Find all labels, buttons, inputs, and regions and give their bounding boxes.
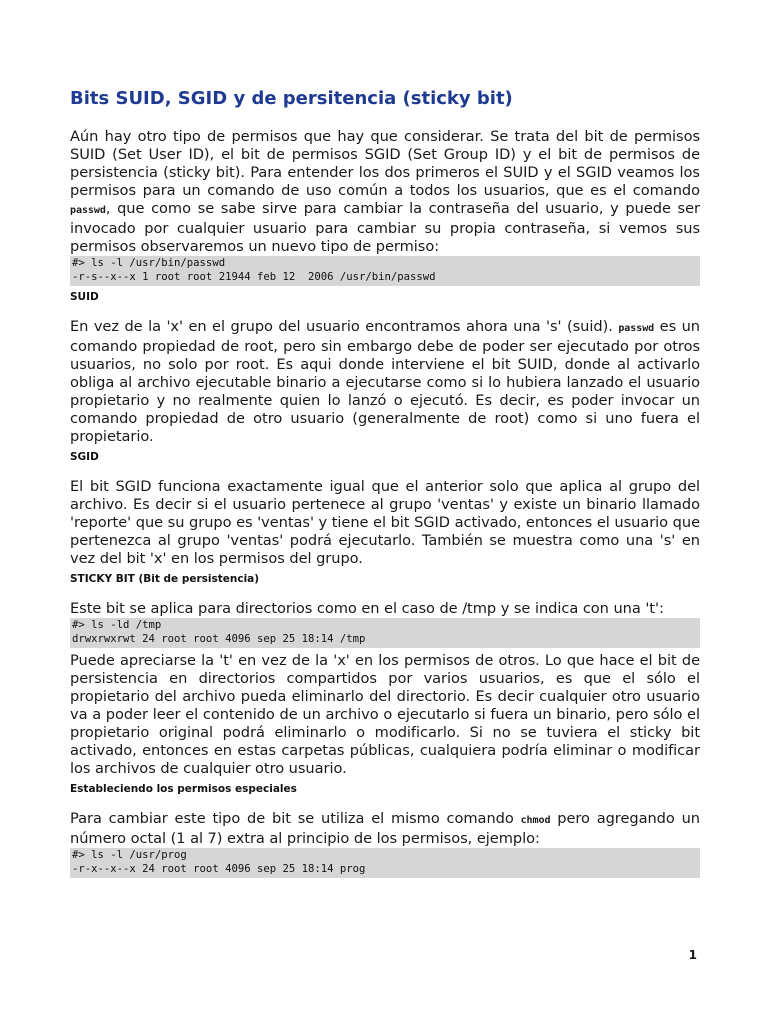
inline-command-passwd: passwd <box>70 205 106 216</box>
paragraph-sgid: El bit SGID funciona exactamente igual que el anterior solo que aplica al grupo del archivo. Es decir si el usuario pertenece al grupo 'ventas' y existe un binario llamado 'reporte' que su grupo es 'ventas' y tiene el bit SGID activado, entonces el usuario que pertenezca al grupo 'ventas' podrá ejecutarlo. También se muestra como una 's' en vez del bit 'x' en los permisos del grupo. <box>70 478 700 567</box>
paragraph-intro-text-a: Aún hay otro tipo de permisos que hay que considerar. Se trata del bit de permisos SUID (Set User ID), el bit de permisos SGID (Set Group ID) y el bit de permisos de persistencia (sticky bit). Para entender los dos primeros el SUID y el SGID veamos los permisos para un comando de uso común a todos los usuarios, que es el comando <box>70 128 700 199</box>
heading-sgid: SGID <box>70 451 99 463</box>
page-number: 1 <box>688 948 697 962</box>
paragraph-chmod <box>70 810 700 848</box>
code-block-tmp <box>70 618 700 648</box>
paragraph-suid-text-a: En vez de la 'x' en el grupo del usuario encontramos ahora una 's' (suid). <box>70 318 619 335</box>
code-line: #> ls -l /usr/bin/passwd <box>72 257 226 269</box>
document-title: Bits SUID, SGID y de persitencia (sticky bit) <box>70 88 513 109</box>
code-line: #> ls -ld /tmp <box>72 619 162 631</box>
paragraph-chmod-text-b: pero agregando un número octal (1 al 7) extra al principio de los permisos, ejemplo: <box>70 810 700 847</box>
paragraph-chmod-text-a: Para cambiar este tipo de bit se utiliza el mismo comando <box>70 810 521 827</box>
paragraph-suid-text-b: es un comando propiedad de root, pero sin embargo debe de poder ser ejecutado por otros usuarios, no solo por root. Es aqui donde interviene el bit SUID, donde al activarlo obliga al archivo ejecutable binario a ejecutarse como si lo hubiera lanzado el usuario propietario y no realmente quien lo lanzó o ejecutó. Es decir, es poder invocar un comando propiedad de otro usuario (generalmente de root) como si uno fuera el propietario. <box>70 318 700 445</box>
code-line: -r-s--x--x 1 root root 21944 feb 12 2006 /usr/bin/passwd <box>72 270 436 283</box>
code-line: #> ls -l /usr/prog <box>72 849 187 861</box>
paragraph-intro <box>70 128 700 256</box>
code-line: -r-x--x--x 24 root root 4096 sep 25 18:14 prog <box>72 862 366 875</box>
inline-command-passwd-2: passwd <box>618 323 655 334</box>
paragraph-sticky-explain: Puede apreciarse la 't' en vez de la 'x' en los permisos de otros. Lo que hace el bit de persistencia en directorios compartidos por varios usuarios, es que el sólo el propietario del archivo pueda eliminarlo del directorio. Es decir cualquier otro usuario va a poder leer el contenido de un archivo o ejecutarlo si fuera un binario, pero sólo el propietario original podrá eliminarlo o modificarlo. Si no se tuviera el sticky bit activado, entonces en estas carpetas públicas, cualquiera podría eliminar o modificar los archivos de cualquier otro usuario. <box>70 652 700 777</box>
paragraph-intro-text-b: , que como se sabe sirve para cambiar la contraseña del usuario, y puede ser invocado por cualquier usuario para cambiar su propia contraseña, si vemos sus permisos observaremos un nuevo tipo de permiso: <box>70 200 700 255</box>
paragraph-suid <box>70 318 700 446</box>
code-line: drwxrwxrwt 24 root root 4096 sep 25 18:14 /tmp <box>72 632 366 645</box>
heading-sticky-bit: STICKY BIT (Bit de persistencia) <box>70 573 260 585</box>
code-block-passwd <box>70 256 700 286</box>
heading-suid: SUID <box>70 291 99 303</box>
heading-special-permissions: Estableciendo los permisos especiales <box>70 783 297 795</box>
inline-command-chmod: chmod <box>520 815 551 826</box>
code-block-prog <box>70 848 700 878</box>
document-page <box>70 86 700 878</box>
paragraph-sticky-intro: Este bit se aplica para directorios como en el caso de /tmp y se indica con una 't': <box>70 600 664 617</box>
